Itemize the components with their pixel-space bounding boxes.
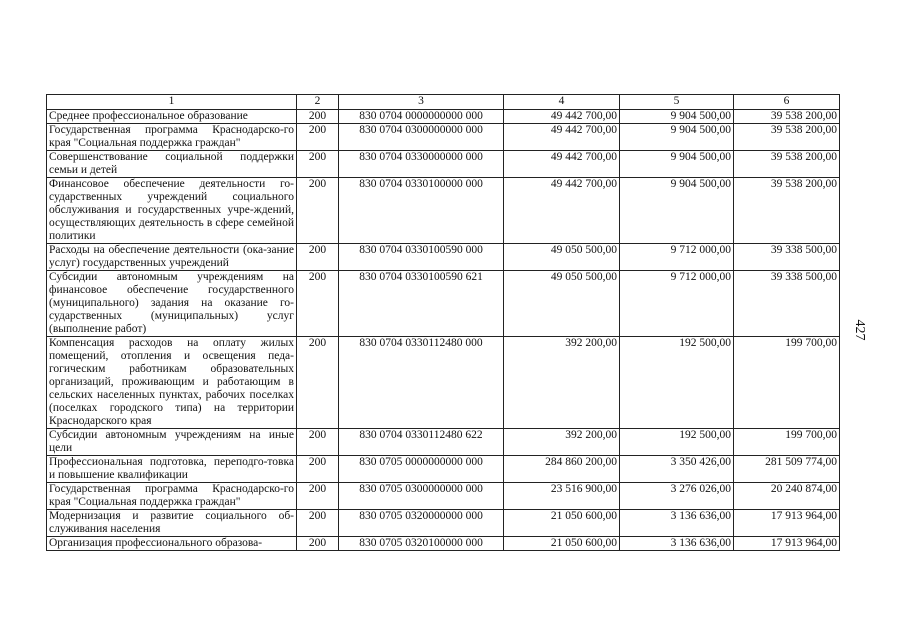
row-col-2: 200 [297,110,339,124]
row-col-2: 200 [297,456,339,483]
row-code: 830 0704 0330100000 000 [339,178,504,244]
row-col-2: 200 [297,178,339,244]
row-value-5: 9 904 500,00 [620,110,734,124]
row-name: Компенсация расходов на оплату жилых помещений, отопления и освещения педа-гогическим работникам образовательных организаций, проживающим и работающим в сельских населенных пунктах, рабочих поселках (поселках городского типа) на территории Краснодарского края [47,337,297,429]
table-row [47,178,840,244]
row-value-5: 192 500,00 [620,337,734,429]
row-value-4: 49 442 700,00 [504,151,620,178]
header-col-3: 3 [339,95,504,110]
row-value-5: 3 136 636,00 [620,537,734,551]
row-value-5: 9 904 500,00 [620,178,734,244]
row-value-4: 21 050 600,00 [504,537,620,551]
row-value-4: 23 516 900,00 [504,483,620,510]
table-row [47,271,840,337]
row-value-6: 17 913 964,00 [734,537,840,551]
row-code: 830 0705 0320100000 000 [339,537,504,551]
row-value-5: 9 904 500,00 [620,124,734,151]
row-code: 830 0705 0300000000 000 [339,483,504,510]
row-name: Профессиональная подготовка, переподго-товка и повышение квалификации [47,456,297,483]
row-value-4: 392 200,00 [504,429,620,456]
row-value-6: 17 913 964,00 [734,510,840,537]
header-col-6: 6 [734,95,840,110]
row-name: Государственная программа Краснодарско-го края "Социальная поддержка граждан" [47,483,297,510]
row-col-2: 200 [297,483,339,510]
row-value-6: 39 538 200,00 [734,124,840,151]
row-col-2: 200 [297,510,339,537]
table-row [47,510,840,537]
row-value-4: 49 442 700,00 [504,178,620,244]
table-row [47,429,840,456]
row-value-6: 199 700,00 [734,337,840,429]
row-code: 830 0704 0300000000 000 [339,124,504,151]
header-col-2: 2 [297,95,339,110]
row-value-6: 199 700,00 [734,429,840,456]
header-col-4: 4 [504,95,620,110]
table-row [47,456,840,483]
table-row [47,337,840,429]
row-name: Государственная программа Краснодарско-го края "Социальная поддержка граждан" [47,124,297,151]
table-row [47,483,840,510]
row-name: Расходы на обеспечение деятельности (ока-зание услуг) государственных учреждений [47,244,297,271]
row-value-4: 49 050 500,00 [504,244,620,271]
row-col-2: 200 [297,537,339,551]
row-code: 830 0704 0330100590 621 [339,271,504,337]
budget-table [46,94,840,551]
row-value-4: 49 442 700,00 [504,110,620,124]
row-code: 830 0704 0330112480 000 [339,337,504,429]
row-value-5: 3 136 636,00 [620,510,734,537]
row-col-2: 200 [297,337,339,429]
header-col-1: 1 [47,95,297,110]
row-col-2: 200 [297,151,339,178]
row-value-6: 281 509 774,00 [734,456,840,483]
row-name: Организация профессионального образова- [47,537,297,551]
header-col-5: 5 [620,95,734,110]
row-value-6: 39 538 200,00 [734,151,840,178]
row-code: 830 0704 0000000000 000 [339,110,504,124]
table-row [47,124,840,151]
row-name: Совершенствование социальной поддержки семьи и детей [47,151,297,178]
row-value-4: 21 050 600,00 [504,510,620,537]
row-value-5: 3 350 426,00 [620,456,734,483]
row-value-6: 39 338 500,00 [734,244,840,271]
row-value-4: 49 050 500,00 [504,271,620,337]
table-row [47,537,840,551]
table-row [47,110,840,124]
row-value-5: 9 712 000,00 [620,271,734,337]
row-value-6: 39 538 200,00 [734,110,840,124]
table-row [47,151,840,178]
row-name: Финансовое обеспечение деятельности го-сударственных учреждений социального обслуживания и государственных учре-ждений, осуществляющих деятельность в сфере семейной политики [47,178,297,244]
row-code: 830 0705 0000000000 000 [339,456,504,483]
row-value-6: 20 240 874,00 [734,483,840,510]
row-name: Модернизация и развитие социального об-служивания населения [47,510,297,537]
table-row [47,244,840,271]
row-value-6: 39 338 500,00 [734,271,840,337]
row-value-5: 192 500,00 [620,429,734,456]
row-code: 830 0705 0320000000 000 [339,510,504,537]
row-name: Субсидии автономным учреждениям на иные цели [47,429,297,456]
row-code: 830 0704 0330100590 000 [339,244,504,271]
row-value-5: 9 712 000,00 [620,244,734,271]
row-col-2: 200 [297,271,339,337]
row-value-4: 284 860 200,00 [504,456,620,483]
row-code: 830 0704 0330000000 000 [339,151,504,178]
row-value-6: 39 538 200,00 [734,178,840,244]
row-name: Среднее профессиональное образование [47,110,297,124]
table-header-row [47,95,840,110]
page-number: 427 [852,319,867,341]
row-value-5: 3 276 026,00 [620,483,734,510]
row-value-4: 49 442 700,00 [504,124,620,151]
row-value-4: 392 200,00 [504,337,620,429]
row-name: Субсидии автономным учреждениям на финансовое обеспечение государственного (муниципального) задания на оказание го-сударственных (муниципальных) услуг (выполнение работ) [47,271,297,337]
row-col-2: 200 [297,124,339,151]
row-col-2: 200 [297,429,339,456]
row-code: 830 0704 0330112480 622 [339,429,504,456]
row-value-5: 9 904 500,00 [620,151,734,178]
row-col-2: 200 [297,244,339,271]
